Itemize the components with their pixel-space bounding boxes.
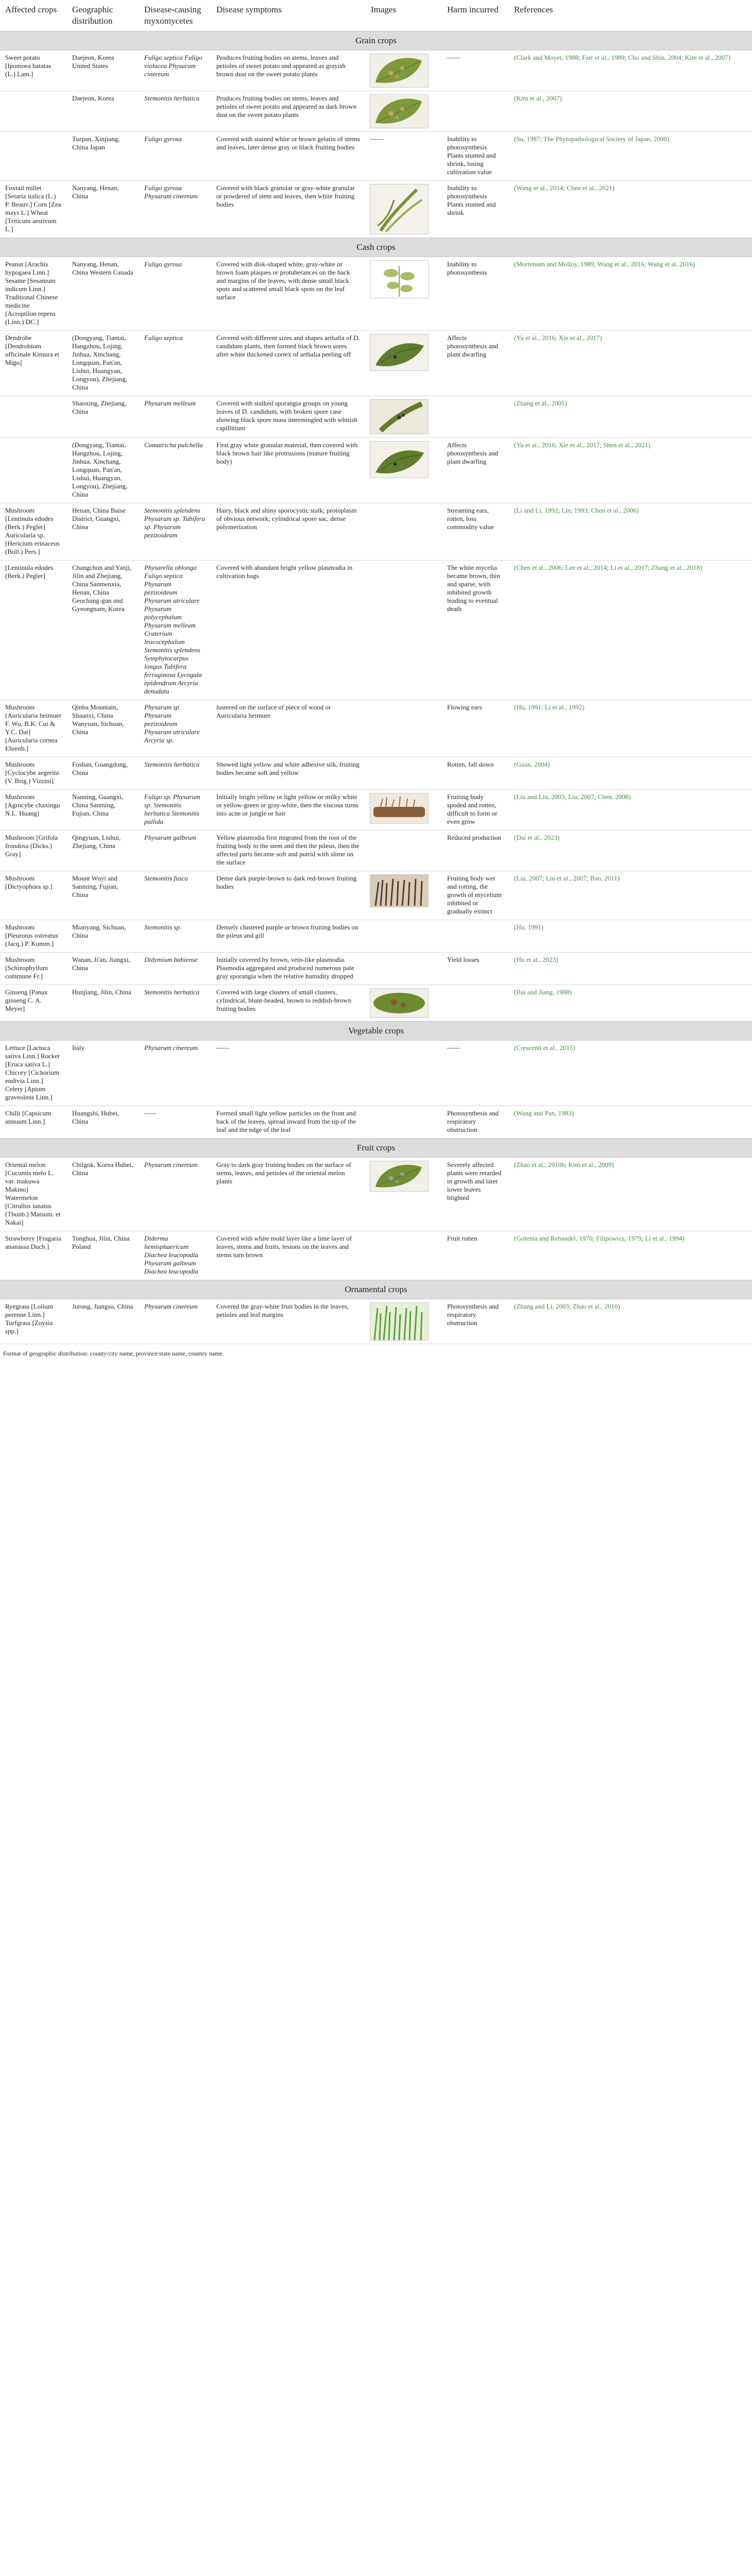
disease-photo: [370, 54, 429, 88]
table-row: [0, 985, 752, 1022]
cell-harm-incurred: ——: [442, 1041, 509, 1106]
cell-affected-crops: [Lentinula edodes (Berk.) Pegler]: [0, 561, 67, 700]
disease-photo: [370, 1161, 429, 1192]
cell-disease-symptoms: Covered with stained white or brown gelatin of stems and leaves, later dense gray or black fruiting bodies: [211, 132, 366, 181]
cell-myxomycetes: Physarella oblonga Fuligo septica Physarum pezizoideum Physarum utriculare Physarum polycephalum Physarum melleum Craterium leucocephalum Stemonitis splendens Symphytocarpus longus Tubifera ferruginosa Lycogala epidendrum Arcyria denudata: [139, 561, 211, 700]
cell-affected-crops: Strawberry [Fragaria ananassa Duch.]: [0, 1231, 67, 1280]
header-disease-symptoms: Disease symptoms: [211, 0, 366, 31]
cell-image: [366, 438, 442, 503]
table-row: [0, 1299, 752, 1344]
cell-affected-crops: Dendrobe [Dendrobium officinale Kimura et Migo]: [0, 331, 67, 396]
header-harm-incurred: Harm incurred: [442, 0, 509, 31]
cell-references: (Golenia and Rebandel, 1970; Filipowicz, 1979; Li et al., 1994): [509, 1231, 752, 1280]
cell-affected-crops: Mushroom [Lentinula edodes (Berk.) Pegler] Auricularia sp. [Hericium erinaceus (Bull.) Pers.]: [0, 503, 67, 561]
cell-geographic-distribution: Jurong, Jiangsu, China: [67, 1299, 139, 1344]
cell-myxomycetes: Physarum galbeum: [139, 831, 211, 871]
cell-disease-symptoms: Produces fruiting bodies on stems, leaves and petioles of sweet potato and appeared as grayish brown dust on the sweet potato plants: [211, 50, 366, 91]
cell-harm-incurred: Inability to photosynthesis: [442, 257, 509, 331]
cell-disease-symptoms: Gray to dark gray fruiting bodies on the surface of stems, leaves, and petioles of the oriental melon plants: [211, 1158, 366, 1231]
section-row: [0, 238, 752, 257]
cell-references: (Hu et al., 2023): [509, 953, 752, 985]
cell-affected-crops: Ryegrass [Lolium perenne Linn.] Turfgrass [Zoysia spp.]: [0, 1299, 67, 1344]
cell-affected-crops: [0, 396, 67, 438]
cell-disease-symptoms: Formed small light yellow particles on the front and back of the leaves, spread inward from the tip of the leaf and the edge of the leaf: [211, 1106, 366, 1139]
cell-harm-incurred: The white mycelia became brown, thin and sparse, with inhibited growth leading to eventual death: [442, 561, 509, 700]
header-geographic-distribution: Geographic distribution: [67, 0, 139, 31]
disease-photo: [370, 1302, 429, 1341]
cell-image: [366, 871, 442, 920]
table-row: [0, 953, 752, 985]
table-row: [0, 831, 752, 871]
cell-image: [366, 257, 442, 331]
header-references: References: [509, 0, 752, 31]
cell-references: (Liu and Lin, 2003; Liu, 2007; Chen, 2008): [509, 790, 752, 831]
cell-image: [366, 50, 442, 91]
cell-harm-incurred: Affects photosynthesis and plant dwarfing: [442, 438, 509, 503]
cell-harm-incurred: [442, 396, 509, 438]
cell-image: [366, 831, 442, 871]
table-row: [0, 757, 752, 790]
cell-geographic-distribution: Chilgok, Korea Hubei, China: [67, 1158, 139, 1231]
cell-affected-crops: Oriental melon [Cucumis melo L. var. makuwa Makino] Watermelon [Citrullus lanatus (Thunb.) Matsum. et Nakai]: [0, 1158, 67, 1231]
cell-disease-symptoms: Covered with large clusters of small clusters, cylindrical, blunt-headed, brown to reddish-brown fruiting bodies: [211, 985, 366, 1022]
cell-references: (Mortensen and Molloy, 1989; Wang et al., 2016; Wang et al, 2016): [509, 257, 752, 331]
cell-geographic-distribution: Nanyang, Henan, China: [67, 181, 139, 238]
table-row: [0, 396, 752, 438]
cell-image: [366, 757, 442, 790]
table-row: [0, 871, 752, 920]
section-row: [0, 31, 752, 50]
cell-affected-crops: Mushroom [Pleurotus ostreatus (Jacq.) P. Kumm.]: [0, 920, 67, 953]
cell-harm-incurred: Photosynthesis and respiratory obstruction: [442, 1106, 509, 1139]
table-row: [0, 181, 752, 238]
cell-myxomycetes: Fuligo septica: [139, 331, 211, 396]
cell-affected-crops: Mushroom [Cyclocybe aegerita (V. Brig.) Vizzini]: [0, 757, 67, 790]
cell-disease-symptoms: Hairy, black and shiny sporocystic stalk; protoplasm of obvious network; cylindrical spore sac, dense polymerization: [211, 503, 366, 561]
cell-disease-symptoms: Covered with disk-shaped white, gray-white or brown foam plaques or protuberances on the back and margins of the leaves, with dense small black spots and scattered small black spots on the leaf surface: [211, 257, 366, 331]
cell-references: (Bai and Jiang, 1988): [509, 985, 752, 1022]
cell-myxomycetes: Physarum cinereum: [139, 1158, 211, 1231]
cell-harm-incurred: [442, 920, 509, 953]
cell-image: ——: [366, 132, 442, 181]
cell-references: (Zhang and Li, 2003; Zhao et al., 2010): [509, 1299, 752, 1344]
cell-disease-symptoms: Yellow plasmodia first migrated from the root of the fruiting body to the stem and then the pileus, then the affected parts became soft and putrid with slime on the surface: [211, 831, 366, 871]
disease-photo: [370, 260, 429, 298]
cell-image: [366, 985, 442, 1022]
table-footnote: Format of geographic distribution: county/city name, province/state name, country name.: [0, 1344, 752, 1364]
cell-geographic-distribution: Wanan, Ji'an, Jiangxi, China: [67, 953, 139, 985]
cell-myxomycetes: ——: [139, 1106, 211, 1139]
cell-disease-symptoms: Dense dark purple-brown to dark red-brown fruiting bodies: [211, 871, 366, 920]
disease-photo: [370, 399, 429, 434]
table-row: [0, 790, 752, 831]
cell-geographic-distribution: Nanyang, Henan, China Western Canada: [67, 257, 139, 331]
cell-references: (Chen et al., 2006; Lee et al., 2014; Li et al., 2017; Zhang et al., 2018): [509, 561, 752, 700]
cell-disease-symptoms: Covered the gray-white fruit bodies in the leaves, petioles and leaf margins: [211, 1299, 366, 1344]
cell-geographic-distribution: Tonghua, Jilin, China Poland: [67, 1231, 139, 1280]
section-title: Fruit crops: [0, 1139, 752, 1158]
cell-image: [366, 91, 442, 132]
table-row: [0, 700, 752, 757]
cell-myxomycetes: Comatricha pulchella: [139, 438, 211, 503]
section-title: Grain crops: [0, 31, 752, 50]
cell-harm-incurred: Affects photosynthesis and plant dwarfing: [442, 331, 509, 396]
cell-harm-incurred: Fruit rotten: [442, 1231, 509, 1280]
cell-references: (Su, 1987; The Phytopathological Society of Japan, 2000): [509, 132, 752, 181]
cell-geographic-distribution: Shaoxing, Zhejiang, China: [67, 396, 139, 438]
cell-geographic-distribution: Henan, China Baise District, Guangxi, China: [67, 503, 139, 561]
cell-disease-symptoms: Covered with different sizes and shapes arthalia of D. candidum plants, then formed black brown sores after white thickened cortex of arthalia peeling off: [211, 331, 366, 396]
cell-disease-symptoms: Covered with black granular or gray-white granular or powdered of stem and leaves, then white fruiting bodies: [211, 181, 366, 238]
cell-myxomycetes: Diderma hemisphaericum Diachea leucopodia Physarum galbeum Diachea leucopodia: [139, 1231, 211, 1280]
header-affected-crops: Affected crops: [0, 0, 67, 31]
cell-geographic-distribution: Qinba Mountain, Shaanxi, China Wanyuan, Sichuan, China: [67, 700, 139, 757]
cell-geographic-distribution: (Dongyang, Tiantai, Hangzhou, Lojing, Jinhua, Xinchang, Longquan, Pan'an, Lishui, Huangyan, Longyou), Zhejiang, China: [67, 331, 139, 396]
cell-myxomycetes: Stemonitis herbatica: [139, 757, 211, 790]
disease-photo: [370, 988, 429, 1018]
cell-references: (Yu et al., 2016; Xie et al., 2017): [509, 331, 752, 396]
cell-harm-incurred: [442, 985, 509, 1022]
cell-harm-incurred: [442, 91, 509, 132]
cell-references: (Wang et al., 2014; Chen et al., 2021): [509, 181, 752, 238]
cell-harm-incurred: Fruiting body spoded and rotten, difficult to form or even grow: [442, 790, 509, 831]
cell-affected-crops: Chilli [Capsicum annuum Linn.]: [0, 1106, 67, 1139]
cell-image: [366, 1041, 442, 1106]
cell-harm-incurred: Severely affected plants were retarded in growth and later lower leaves blighted: [442, 1158, 509, 1231]
cell-geographic-distribution: Turpan, Xinjiang, China Japan: [67, 132, 139, 181]
cell-myxomycetes: Didymium bahiense: [139, 953, 211, 985]
table-row: [0, 132, 752, 181]
cell-references: (Kim et al., 2007): [509, 91, 752, 132]
cell-image: [366, 953, 442, 985]
disease-photo: [370, 94, 429, 128]
section-title: Cash crops: [0, 238, 752, 257]
cell-geographic-distribution: Italy: [67, 1041, 139, 1106]
cell-references: (Zhang et al., 2005): [509, 396, 752, 438]
table-row: [0, 438, 752, 503]
cell-harm-incurred: Rotten, fall down: [442, 757, 509, 790]
table-row: [0, 91, 752, 132]
cell-references: (Hu, 1991; Li et al., 1992): [509, 700, 752, 757]
cell-harm-incurred: Inability to photosynthesis Plants stunted and shrink, losing cultivation value: [442, 132, 509, 181]
header-myxomycetes: Disease-causing myxomycetes: [139, 0, 211, 31]
cell-geographic-distribution: Daejeon, Korea: [67, 91, 139, 132]
cell-references: (Liu, 2007; Liu et al., 2007; Bao, 2011): [509, 871, 752, 920]
table-row: [0, 561, 752, 700]
cell-affected-crops: [0, 91, 67, 132]
cell-myxomycetes: Fuligo gyrosa Physarum cinereum: [139, 181, 211, 238]
cell-disease-symptoms: Initially bright yellow or light yellow or milky white or yellow-green or gray-white, then the viscous turns into acne or jungle or hair: [211, 790, 366, 831]
table-body: [0, 31, 752, 1344]
section-row: [0, 1280, 752, 1299]
cell-disease-symptoms: ——: [211, 1041, 366, 1106]
cell-harm-incurred: Streaming ears, rotten, loss commodity value: [442, 503, 509, 561]
disease-photo: [370, 184, 429, 234]
section-title: Vegetable crops: [0, 1022, 752, 1041]
header-images: Images: [366, 0, 442, 31]
cell-references: (Hu, 1991): [509, 920, 752, 953]
cell-myxomycetes: Stemonitis herbatica: [139, 985, 211, 1022]
table-row: [0, 1041, 752, 1106]
cell-myxomycetes: Stemonitis sp.: [139, 920, 211, 953]
cell-myxomycetes: Stemonitis herbatica: [139, 91, 211, 132]
cell-image: [366, 1106, 442, 1139]
cell-geographic-distribution: (Dongyang, Tiantai, Hangzhou, Lojing, Jinhua, Xinchang, Longquan, Pan'an, Lishui, Huangyan, Longyou), Zhejiang, China: [67, 438, 139, 503]
cell-myxomycetes: Physarum melleum: [139, 396, 211, 438]
cell-image: [366, 561, 442, 700]
cell-affected-crops: Mushroom [Grifola frondosa (Dicks.) Gray]: [0, 831, 67, 871]
cell-affected-crops: Peanut [Arachis hypogaea Linn.] Sesame [Sesamum indicum Linn.] Traditional Chinese medicine [Acroptilon repens (Linn.) DC.]: [0, 257, 67, 331]
cell-myxomycetes: Fuligo gyrosa: [139, 132, 211, 181]
cell-myxomycetes: Physarum sp. Physarum pezizoideum Physarum utriculare Arcyria sp.: [139, 700, 211, 757]
cell-image: [366, 790, 442, 831]
cell-affected-crops: Mushroom [Schizophyllum commune Fr.]: [0, 953, 67, 985]
cell-image: [366, 181, 442, 238]
cell-disease-symptoms: Covered with abundant bright yellow plasmodia in cultivation bags: [211, 561, 366, 700]
table-row: [0, 1158, 752, 1231]
disease-photo: [370, 874, 429, 907]
table-row: [0, 1231, 752, 1280]
cell-myxomycetes: Fuligo gyrosa: [139, 257, 211, 331]
cell-harm-incurred: Fruiting body wet and rotting, the growth of mycelium inhibited or gradually extinct: [442, 871, 509, 920]
cell-harm-incurred: Flowing ears: [442, 700, 509, 757]
cell-affected-crops: Sweet potato [Ipomoea batatas (L.) Lam.]: [0, 50, 67, 91]
cell-references: (Li and Li, 1992; Lin, 1993; Chen et al., 2006): [509, 503, 752, 561]
cell-affected-crops: Foxtail millet [Setaria italica (L.) P. Beauv.] Corn [Zea mays L.] Wheat [Triticum aestivum L.]: [0, 181, 67, 238]
table-row: [0, 50, 752, 91]
cell-image: [366, 1231, 442, 1280]
cell-image: [366, 331, 442, 396]
cell-affected-crops: Mushroom [Dictyophora sp.]: [0, 871, 67, 920]
cell-disease-symptoms: Covered with white mold layer like a lime layer of leaves, stems and fruits, lesions on the leaves and stems turn brown: [211, 1231, 366, 1280]
cell-references: (Clark and Moyer, 1988; Farr et al., 1989; Cho and Shin, 2004; Kim et al., 2007): [509, 50, 752, 91]
header-row: [0, 0, 752, 31]
cell-geographic-distribution: Daejeon, Korea United States: [67, 50, 139, 91]
section-title: Ornamental crops: [0, 1280, 752, 1299]
cell-geographic-distribution: Hunjiang, Jilin, China: [67, 985, 139, 1022]
cell-myxomycetes: Stemonitis splendens Physarum sp. Tubifera sp. Physarum pezizoideum: [139, 503, 211, 561]
cell-harm-incurred: Photosynthesis and respiratory obstruction: [442, 1299, 509, 1344]
table-row: [0, 920, 752, 953]
cell-myxomycetes: Fuligo sp. Physarum sp. Stemonitis herbatica Stemonitis pallida: [139, 790, 211, 831]
table-row: [0, 1106, 752, 1139]
cell-affected-crops: Mushroom [Agrocybe chaxingu N.L. Huang]: [0, 790, 67, 831]
cell-geographic-distribution: Qingyuan, Lishui, Zhejiang, China: [67, 831, 139, 871]
cell-disease-symptoms: Covered with stalked sporangia groups on young leaves of D. candidum, with broken spore case showing black spore mass intermingled with whitish capillitium: [211, 396, 366, 438]
section-row: [0, 1022, 752, 1041]
cell-affected-crops: [0, 132, 67, 181]
cell-disease-symptoms: Showed light yellow and white adhesive silk, fruiting bodies became soft and yellow: [211, 757, 366, 790]
cell-myxomycetes: Stemonitis fusca: [139, 871, 211, 920]
cell-disease-symptoms: lustered on the surface of piece of wood or Auricularia heimuer: [211, 700, 366, 757]
cell-image: [366, 700, 442, 757]
cell-myxomycetes: Physarum cinereum: [139, 1299, 211, 1344]
cell-image: [366, 920, 442, 953]
cell-references: (Wang and Pan, 1983): [509, 1106, 752, 1139]
disease-photo: [370, 793, 429, 824]
cell-myxomycetes: Fuligo septica Fuligo violacea Physarum cinereum: [139, 50, 211, 91]
cell-disease-symptoms: Initially covered by brown, vein-like plasmodia. Plasmodia aggregated and produced numerous pale gray sporangia when the relative humidity dropped: [211, 953, 366, 985]
cell-geographic-distribution: Nanning, Guangxi, China Sanming, Fujian, China: [67, 790, 139, 831]
cell-references: (Guan, 2004): [509, 757, 752, 790]
cell-affected-crops: [0, 438, 67, 503]
cell-references: (Crescenti et al., 2015): [509, 1041, 752, 1106]
cell-harm-incurred: Yield losses: [442, 953, 509, 985]
cell-geographic-distribution: Huangshi, Hubei, China: [67, 1106, 139, 1139]
table-row: [0, 331, 752, 396]
cell-harm-incurred: Inability to photosynthesis Plants stunted and shrink: [442, 181, 509, 238]
table-row: [0, 503, 752, 561]
table-row: [0, 257, 752, 331]
cell-disease-symptoms: Densely clustered purple or brown fruiting bodies on the pileus and gill: [211, 920, 366, 953]
cell-myxomycetes: Physarum cinereum: [139, 1041, 211, 1106]
cell-image: [366, 1158, 442, 1231]
cell-geographic-distribution: Foshan, Guangdong, China: [67, 757, 139, 790]
cell-image: [366, 503, 442, 561]
cell-harm-incurred: ——: [442, 50, 509, 91]
cell-geographic-distribution: Changchun and Yanji, Jilin and Zhejiang, China Sanmenxia, Henan, China Geochang-gun and Gyeongnam, Korea: [67, 561, 139, 700]
cell-references: (Dai et al., 2023): [509, 831, 752, 871]
cell-geographic-distribution: Mount Wuyi and Sanming, Fujian, China: [67, 871, 139, 920]
disease-photo: [370, 441, 429, 478]
cell-image: [366, 396, 442, 438]
section-row: [0, 1139, 752, 1158]
cell-affected-crops: Lettuce [Lactuca sativa Linn.] Rocket [Eruca sativa L.] Chicory [Cichorium endivia Linn.] Celery [Apium graveolens Linn.]: [0, 1041, 67, 1106]
disease-photo: [370, 334, 429, 371]
cell-references: (Yu et al., 2016; Xie et al., 2017; Shen et al., 2021): [509, 438, 752, 503]
cell-affected-crops: Mushroom [Auricularia heimuer F. Wu, B.K. Cui & Y.C. Dai] [Auricularia cornea Ehrenb.]: [0, 700, 67, 757]
cell-disease-symptoms: First gray white granular material, then covered with black brown hair like protrusions (mature fruiting body): [211, 438, 366, 503]
cell-affected-crops: Ginseng [Panax ginseng C. A. Meyer]: [0, 985, 67, 1022]
cell-harm-incurred: Reduced production: [442, 831, 509, 871]
cell-image: [366, 1299, 442, 1344]
cell-references: (Zhao et al., 2010b; Kim et al., 2009): [509, 1158, 752, 1231]
cell-geographic-distribution: Mianyang, Sichuan, China: [67, 920, 139, 953]
cell-disease-symptoms: Produces fruiting bodies on stems, leaves and petioles of sweet potato and appeared as dark brown dust on the sweet potato plants: [211, 91, 366, 132]
